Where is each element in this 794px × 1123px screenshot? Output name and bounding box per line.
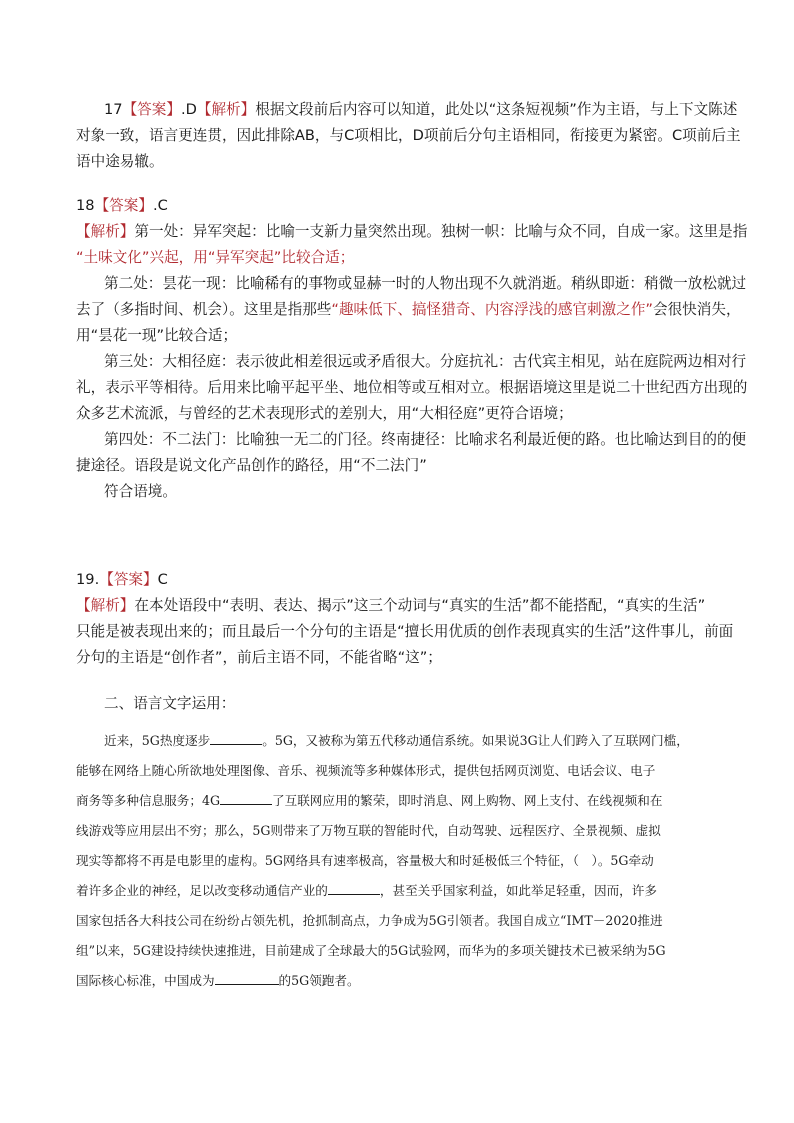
analysis-tag: 【解析】	[76, 223, 135, 240]
answer-tag: 【答案】	[99, 571, 158, 588]
question-number: 18	[76, 197, 95, 214]
answer-tag: 【答案】	[94, 197, 153, 214]
passage-line-6	[76, 876, 726, 906]
answer-18-p4-line-2: 捷途径。语段是说文化产品创作的路径，用“不二法门”	[76, 457, 427, 474]
answer-value: .D	[180, 101, 197, 118]
passage-line-5: 现实等都将不再是电影里的虚构。5G网络具有速率极高，容量极大和时延极低三个特征，（ ）。5G牵动	[76, 853, 654, 868]
analysis-text: 会很快消失，	[652, 301, 741, 318]
passage-text: 国际核心标准，中国成为	[76, 973, 215, 988]
analysis-text: 在本处语段中“表明、表达、揭示”这三个动词与“真实的生活”都不能搭配，“真实的生活”	[134, 597, 706, 614]
passage-text: 了互联网应用的繁荣，即时消息、网上购物、网上支付、在线视频和在	[272, 793, 663, 808]
question-number: 17	[104, 101, 123, 118]
answer-18-p2-line-1: 第二处：昙花一现：比喻稀有的事物或显赫一时的人物出现不久就消逝。稍纵即逝：稍微一放松就过	[104, 275, 747, 292]
answer-17	[76, 97, 741, 175]
answer-18-p3-line-2: 礼，表示平等相待。后用来比喻平起平坐、地位相等或互相对立。根据语境这里是说二十世纪西方出现的	[76, 379, 748, 396]
passage-text: 近来，5G热度逐步	[104, 733, 211, 748]
answer-17-line-3: 语中途易辙。	[76, 153, 164, 170]
answer-value: C	[157, 571, 168, 588]
fill-blank	[220, 790, 272, 805]
question-number: 19.	[76, 571, 100, 588]
answer-19-header	[76, 567, 726, 593]
passage-text: 的5G领跑者。	[278, 973, 360, 988]
fill-blank	[215, 970, 279, 985]
analysis-tag: 【解析】	[196, 101, 256, 118]
answer-18	[76, 193, 748, 505]
answer-19-line-3: 分句的主语是“创作者”，前后主语不同，不能省略“这”；	[76, 649, 442, 666]
passage-line-2: 能够在网络上随心所欲地处理图像、音乐、视频流等多种媒体形式，提供包括网页浏览、电话会议、电子	[76, 763, 656, 778]
analysis-tag: 【解析】	[76, 597, 135, 614]
passage-text: 着许多企业的神经，足以改变移动通信产业的	[76, 883, 328, 898]
analysis-text: 第一处：异军突起：比喻一支新力量突然出现。独树一帜：比喻与众不同，自成一家。这里是指	[134, 223, 748, 240]
passage-text: 。5G，又被称为第五代移动通信系统。如果说3G让人们跨入了互联网门槛，	[262, 733, 689, 748]
answer-18-p1-line-2: “土味文化”兴起，用“异军突起”比较合适；	[76, 249, 355, 266]
fill-blank	[210, 730, 262, 745]
section-2	[76, 691, 726, 717]
passage-line-8: 组”以来，5G建设持续快速推进，目前建成了全球最大的5G试验网，而华为的多项关键技术已被采纳为5G	[76, 943, 666, 958]
answer-18-p1-line-1	[76, 219, 748, 245]
answer-18-p4-line-1: 第四处：不二法门：比喻独一无二的门径。终南捷径：比喻求名利最近便的路。也比喻达到目的的便	[104, 431, 747, 448]
answer-18-header	[76, 193, 726, 219]
passage-text: 商务等多种信息服务；4G	[76, 793, 221, 808]
answer-19-line-2: 只能是被表现出来的；而且最后一个分句的主语是“擅长用优质的创作表现真实的生活”这件事儿，前面	[76, 623, 734, 640]
passage-line-3	[76, 786, 726, 816]
answer-17-line-1	[76, 97, 738, 123]
passage-line-9	[76, 966, 726, 996]
answer-18-p2-line-2	[76, 297, 741, 323]
analysis-text: 去了（多指时间、机会）。这里是指那些	[76, 301, 332, 318]
passage-line-7: 国家包括各大科技公司在纷纷占领先机，抢抓制高点，力争成为5G引领者。我国自成立“IMT－2020推进	[76, 913, 663, 928]
highlight-quote: “趣味低下、搞怪猎奇、内容浮浅的感官刺激之作”	[331, 301, 653, 318]
answer-tag: 【答案】	[122, 101, 181, 118]
answer-17-line-2: 对象一致，语言更连贯，因此排除AB，与C项相比，D项前后分句主语相同，衔接更为紧密。C项前后主	[76, 127, 741, 144]
answer-18-p4-line-3: 符合语境。	[104, 483, 177, 500]
answer-19-line-1	[76, 593, 726, 619]
passage-line-1	[76, 726, 726, 756]
section-title: 二、语言文字运用：	[104, 695, 236, 712]
analysis-text: 根据文段前后内容可以知道，此处以“这条短视频”作为主语，与上下文陈述	[255, 101, 738, 118]
answer-19	[76, 567, 734, 671]
fill-blank	[328, 880, 380, 895]
section-2-passage	[76, 726, 726, 996]
answer-18-p3-line-1: 第三处：大相径庭：表示彼此相差很远或矛盾很大。分庭抗礼：古代宾主相见，站在庭院两边相对行	[104, 353, 747, 370]
passage-text: ，甚至关乎国家利益，如此举足轻重，因而，许多	[379, 883, 657, 898]
answer-18-p2-line-3: 用“昙花一现”比较合适；	[76, 327, 238, 344]
answer-value: .C	[152, 197, 168, 214]
passage-line-4: 线游戏等应用层出不穷；那么，5G则带来了万物互联的智能时代，自动驾驶、远程医疗、全景视频、虚拟	[76, 823, 661, 838]
answer-18-p3-line-3: 众多艺术流派，与曾经的艺术表现形式的差别大，用“大相径庭”更符合语境；	[76, 405, 573, 422]
